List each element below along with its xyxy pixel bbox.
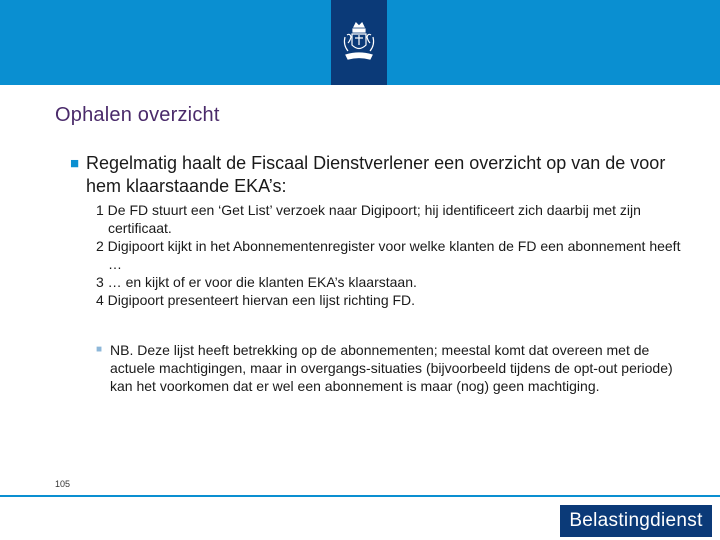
note-bullet <box>96 341 686 395</box>
list-item: 1 De FD stuurt een ‘Get List’ verzoek naar Digipoort; hij identificeert zich daarbij met zijn certificaat. <box>96 202 641 236</box>
crest-icon <box>342 21 376 65</box>
list-item: 3 … en kijkt of er voor die klanten EKA’s klaarstaan. <box>96 274 417 290</box>
page-number: 105 <box>55 479 71 489</box>
steps-list <box>96 201 686 309</box>
note-text: NB. Deze lijst heeft betrekking op de abonnementen; meestal komt dat overeen met de actuele machtigingen, maar in overgangs-situaties (bijvoorbeeld tijdens de opt-out periode) kan het voorkomen dat er wel een abonnement is maar (nog) geen machtiging. <box>110 342 673 394</box>
slide-title: Ophalen overzicht <box>55 104 220 126</box>
list-item: 2 Digipoort kijkt in het Abonnementenregister voor welke klanten de FD een abonnement heeft … <box>96 238 681 272</box>
belastingdienst-logo: Belastingdienst <box>560 505 712 537</box>
bullet-square-icon: ■ <box>96 344 103 355</box>
main-bullet-text: Regelmatig haalt de Fiscaal Dienstverlener een overzicht op van de voor hem klaarstaande EKA’s: <box>86 153 666 196</box>
bullet-square-icon: ■ <box>70 155 80 172</box>
list-item: 4 Digipoort presenteert hiervan een lijst richting FD. <box>96 292 416 308</box>
main-bullet <box>70 152 690 198</box>
coat-of-arms-logo <box>331 0 387 85</box>
footer-divider <box>0 495 720 497</box>
